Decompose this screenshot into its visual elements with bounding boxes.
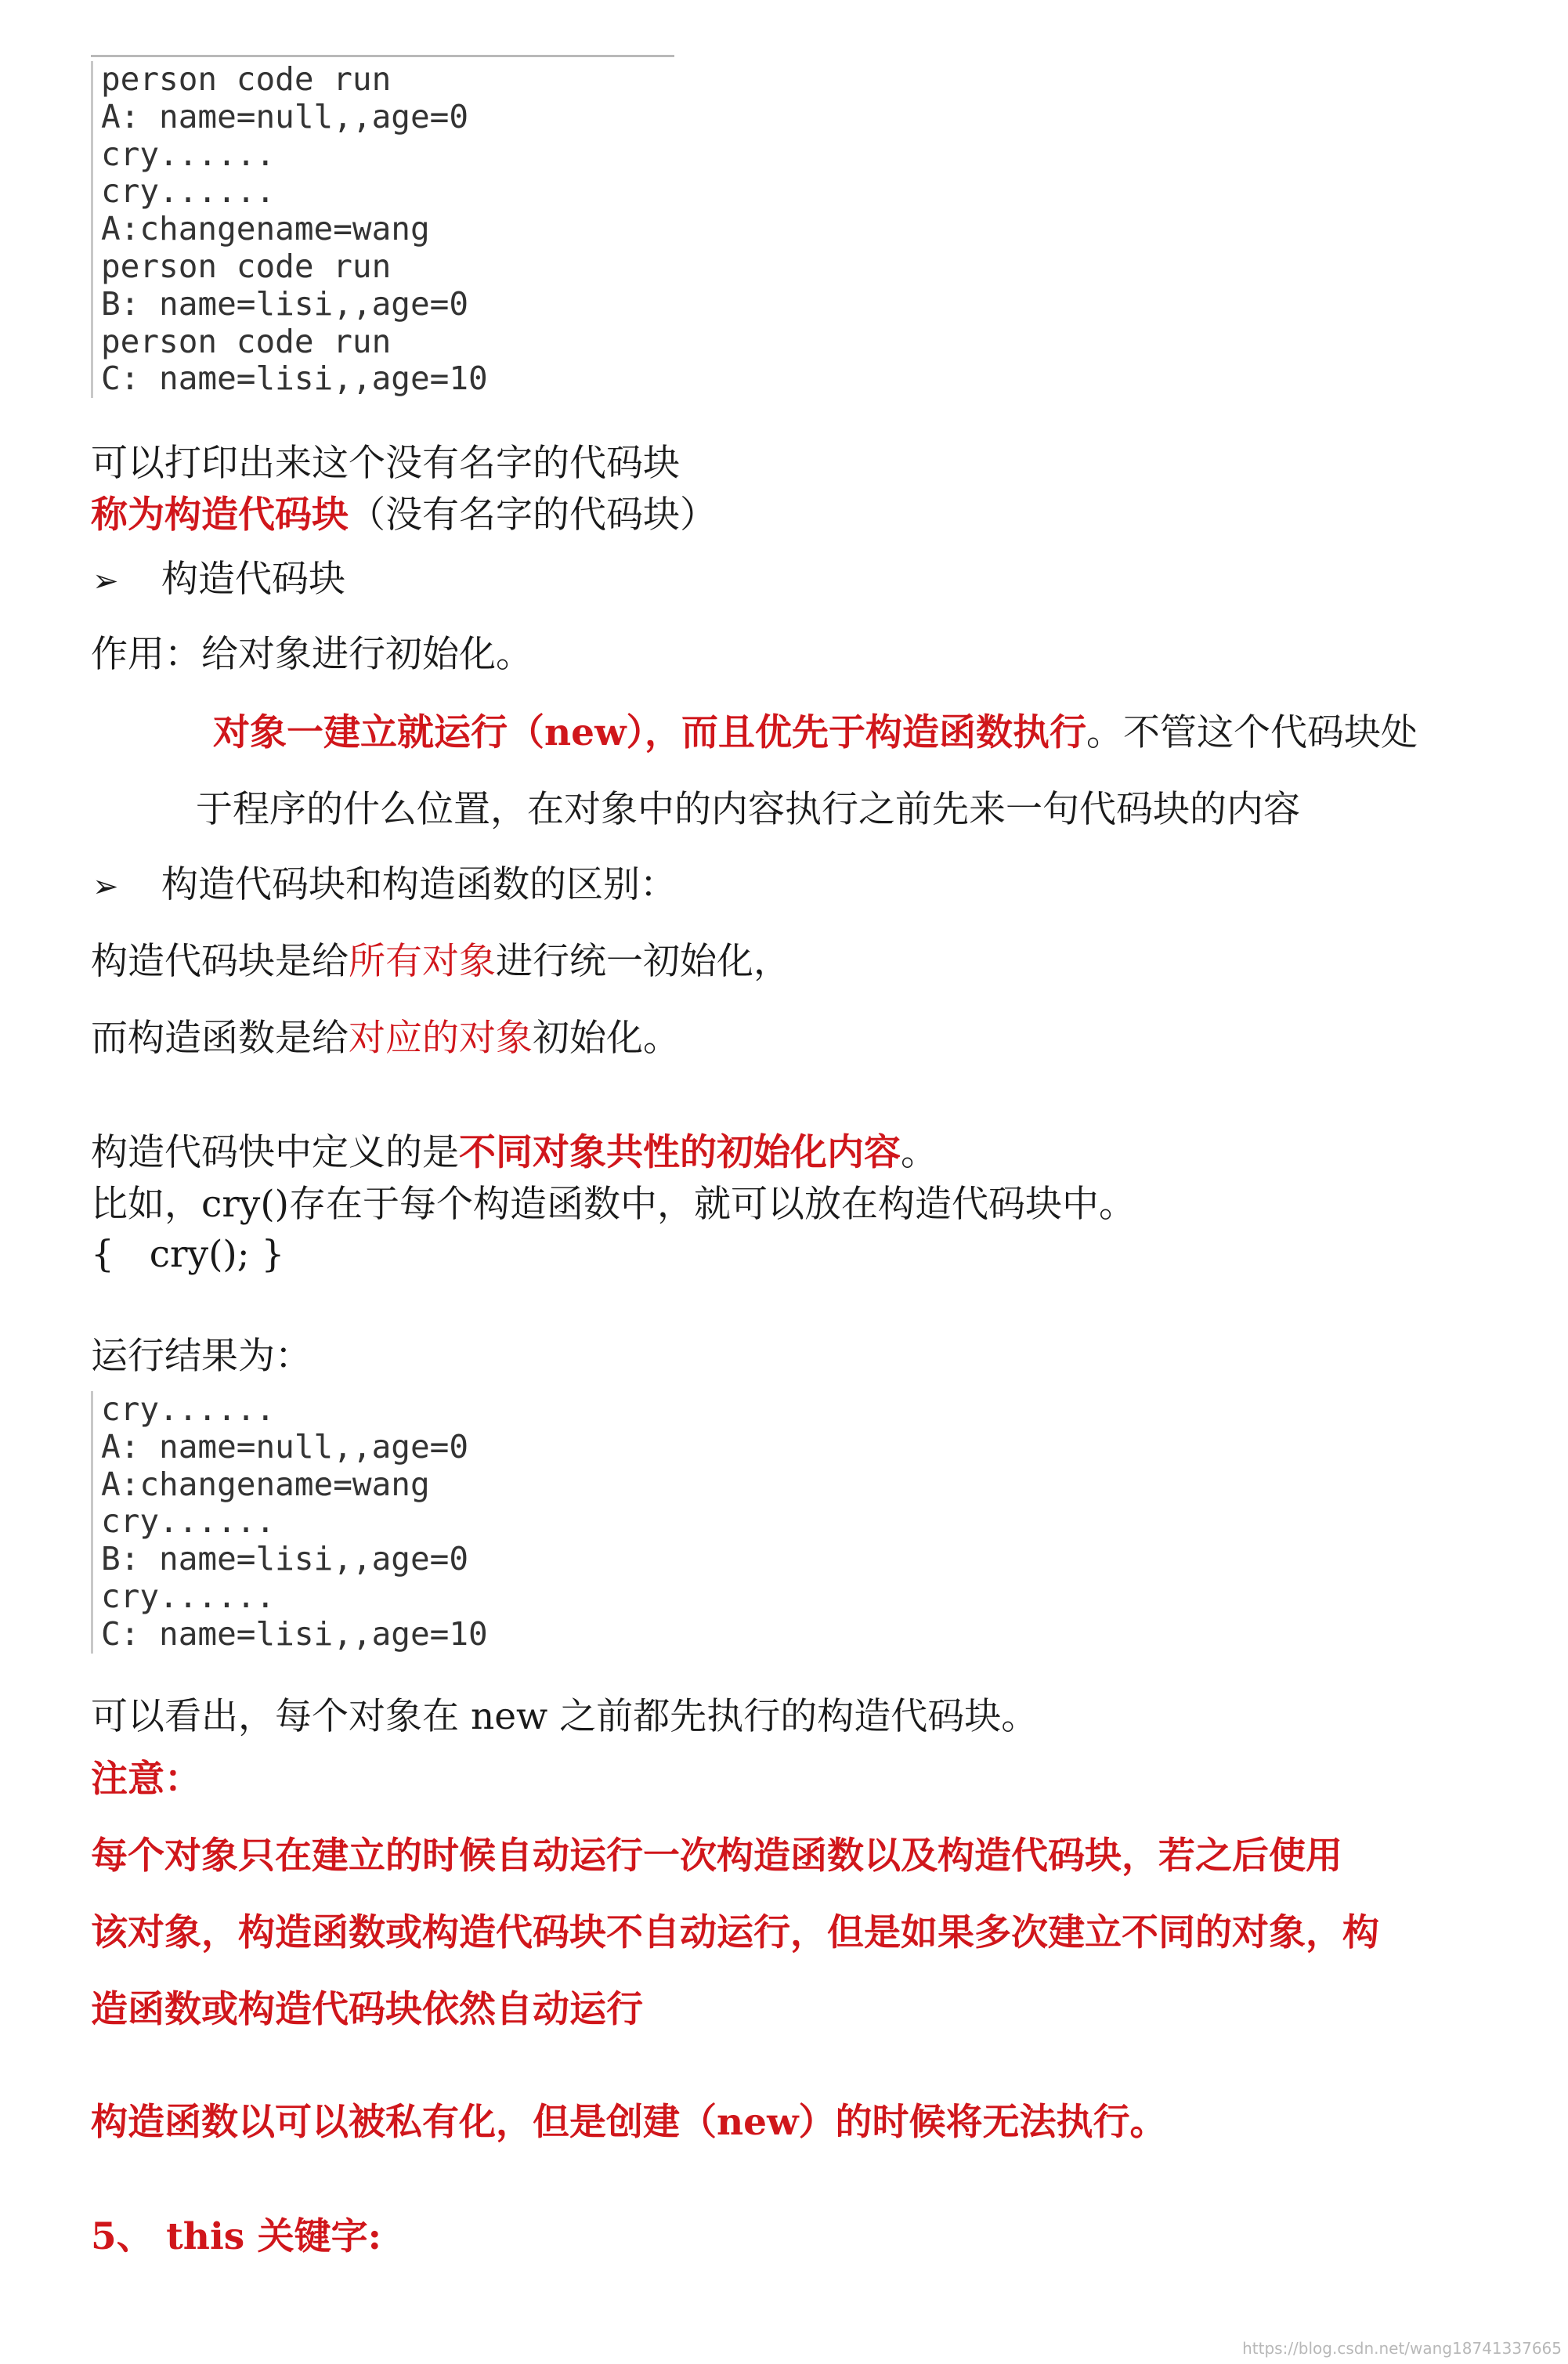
console-line: B: name=lisi,,age=0 — [101, 1540, 468, 1578]
text-segment: 构造代码块是给 — [91, 940, 349, 983]
paragraph-all-objects — [91, 938, 790, 985]
emphasis-common-init: 不同对象共性的初始化内容 — [459, 1131, 901, 1174]
paragraph-example: 比如，cry()存在于每个构造函数中，就可以放在构造代码块中。 — [91, 1183, 1136, 1226]
paragraph-observation: 可以看出，每个对象在 new 之前都先执行的构造代码块。 — [91, 1695, 1039, 1738]
text-segment: 构造代码快中定义的是 — [91, 1131, 459, 1174]
paragraph-corresponding-object — [91, 1015, 680, 1062]
term-construct-block: 称为构造代码块 — [91, 493, 349, 537]
console-line: cry...... — [101, 1502, 276, 1541]
watermark-url: https://blog.csdn.net/wang18741337665 — [1242, 2339, 1562, 2358]
console-line: C: name=lisi,,age=10 — [101, 1614, 488, 1653]
console-line: cry...... — [101, 1390, 276, 1428]
paragraph-print-block: 可以打印出来这个没有名字的代码块 — [91, 442, 680, 485]
console-line: A:changename=wang — [101, 210, 430, 248]
console-line: person code run — [101, 60, 392, 98]
paragraph-position: 于程序的什么位置，在对象中的内容执行之前先来一句代码块的内容 — [196, 788, 1300, 831]
emphasis-corresponding-object: 对应的对象 — [349, 1017, 533, 1060]
note-label: 注意： — [91, 1758, 201, 1801]
text-segment: 进行统一初始化， — [496, 940, 790, 983]
paragraph-result-label: 运行结果为： — [91, 1335, 312, 1378]
console-line: person code run — [101, 247, 392, 285]
text-segment: 。 — [901, 1131, 938, 1174]
note-line-2: 该对象，构造函数或构造代码块不自动运行，但是如果多次建立不同的对象，构 — [91, 1911, 1379, 1954]
console-output-1 — [91, 61, 488, 398]
emphasis-all-objects: 所有对象 — [349, 940, 496, 983]
code-snippet: { cry(); } — [91, 1233, 285, 1276]
heading-difference: 构造代码块和构造函数的区别： — [161, 863, 677, 906]
note-line-3: 造函数或构造代码块依然自动运行 — [91, 1988, 643, 2031]
console-line: person code run — [101, 322, 392, 360]
note-line-1: 每个对象只在建立的时候自动运行一次构造函数以及构造代码块，若之后使用 — [91, 1834, 1342, 1878]
console-line: B: name=lisi,,age=0 — [101, 284, 468, 323]
console-line: cry...... — [101, 172, 276, 211]
emphasis-run-order: 对象一建立就运行（new），而且优先于构造函数执行 — [213, 711, 1087, 754]
console-line: A:changename=wang — [101, 1465, 430, 1503]
paragraph-common-init — [91, 1130, 938, 1177]
heading-construct-block: 构造代码块 — [161, 558, 345, 601]
run-order-rest: 。不管这个代码块处 — [1086, 711, 1418, 754]
screenshot-top-border — [91, 55, 674, 57]
console-line: cry...... — [101, 135, 276, 173]
text-segment: 而构造函数是给 — [91, 1017, 349, 1060]
console-output-2 — [91, 1391, 488, 1654]
console-line: C: name=lisi,,age=10 — [101, 360, 488, 398]
paragraph-definition — [91, 492, 717, 539]
console-line: cry...... — [101, 1577, 276, 1615]
bullet-arrow-icon: ➢ — [92, 869, 119, 905]
paragraph-purpose: 作用：给对象进行初始化。 — [91, 633, 533, 676]
paragraph-run-order — [213, 710, 1418, 757]
console-line: A: name=null,,age=0 — [101, 97, 468, 136]
text-segment: 初始化。 — [533, 1017, 680, 1060]
term-note: （没有名字的代码块） — [349, 493, 717, 537]
paragraph-private-constructor: 构造函数以可以被私有化，但是创建（new）的时候将无法执行。 — [91, 2101, 1167, 2144]
console-line: A: name=null,,age=0 — [101, 1427, 468, 1466]
section-heading-this: 5、 this 关键字: — [91, 2215, 381, 2258]
bullet-arrow-icon: ➢ — [92, 563, 119, 599]
